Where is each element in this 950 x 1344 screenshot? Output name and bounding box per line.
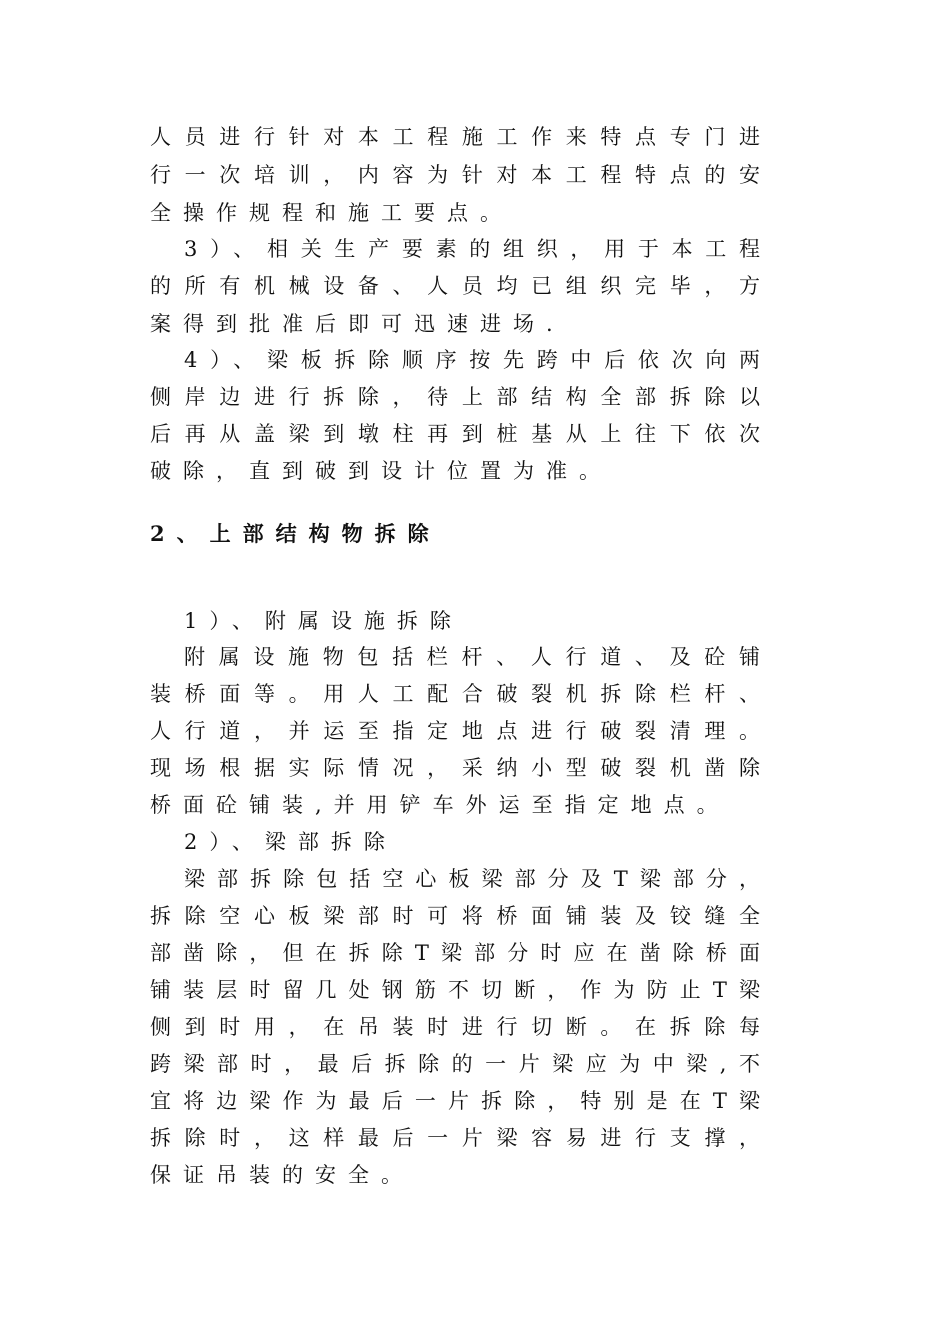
paragraph-line: 破除，直到破到设计位置为准。 <box>150 459 612 483</box>
paragraph-line: 部凿除，但在拆除T梁部分时应在凿除桥面 <box>150 941 762 965</box>
paragraph-line: 跨梁部时，最后拆除的一片梁应为中梁,不 <box>150 1052 762 1076</box>
subsection-title: 2）、梁部拆除 <box>184 830 397 854</box>
paragraph-line: 人员进行针对本工程施工作来特点专门进 <box>150 125 762 149</box>
paragraph-line: 现场根据实际情况，采纳小型破裂机凿除 <box>150 756 762 780</box>
paragraph-line: 梁部拆除包括空心板梁部分及T梁部分， <box>184 867 762 891</box>
paragraph-line: 案得到批准后即可迅速进场. <box>150 312 565 336</box>
paragraph-line: 拆除时，这样最后一片梁容易进行支撑， <box>150 1126 762 1150</box>
paragraph-line: 3）、相关生产要素的组织，用于本工程 <box>184 237 762 261</box>
paragraph-line: 侧岸边进行拆除，待上部结构全部拆除以 <box>150 385 762 409</box>
paragraph-line: 行一次培训，内容为针对本工程特点的安 <box>150 163 762 187</box>
paragraph-line: 的所有机械设备、人员均已组织完毕，方 <box>150 274 762 298</box>
paragraph-line: 保证吊装的安全。 <box>150 1163 414 1187</box>
paragraph-line: 侧到时用，在吊装时进行切断。在拆除每 <box>150 1015 762 1039</box>
paragraph-line: 4）、梁板拆除顺序按先跨中后依次向两 <box>184 348 762 372</box>
paragraph-line: 宜将边梁作为最后一片拆除，特别是在T梁 <box>150 1089 762 1113</box>
paragraph-line: 后再从盖梁到墩柱再到桩基从上往下依次 <box>150 422 762 446</box>
paragraph-line: 桥面砼铺装,并用铲车外运至指定地点。 <box>150 793 730 817</box>
paragraph-line: 装桥面等。用人工配合破裂机拆除栏杆、 <box>150 682 762 706</box>
subsection-title: 1）、附属设施拆除 <box>184 609 463 633</box>
paragraph-line: 拆除空心板梁部时可将桥面铺装及铰缝全 <box>150 904 762 928</box>
paragraph-line: 附属设施物包括栏杆、人行道、及砼铺 <box>184 645 762 669</box>
paragraph-line: 铺装层时留几处钢筋不切断，作为防止T梁 <box>150 978 762 1002</box>
section-heading: 2、上部结构物拆除 <box>150 521 441 546</box>
paragraph-line: 全操作规程和施工要点。 <box>150 201 513 225</box>
paragraph-line: 人行道，并运至指定地点进行破裂清理。 <box>150 719 762 743</box>
